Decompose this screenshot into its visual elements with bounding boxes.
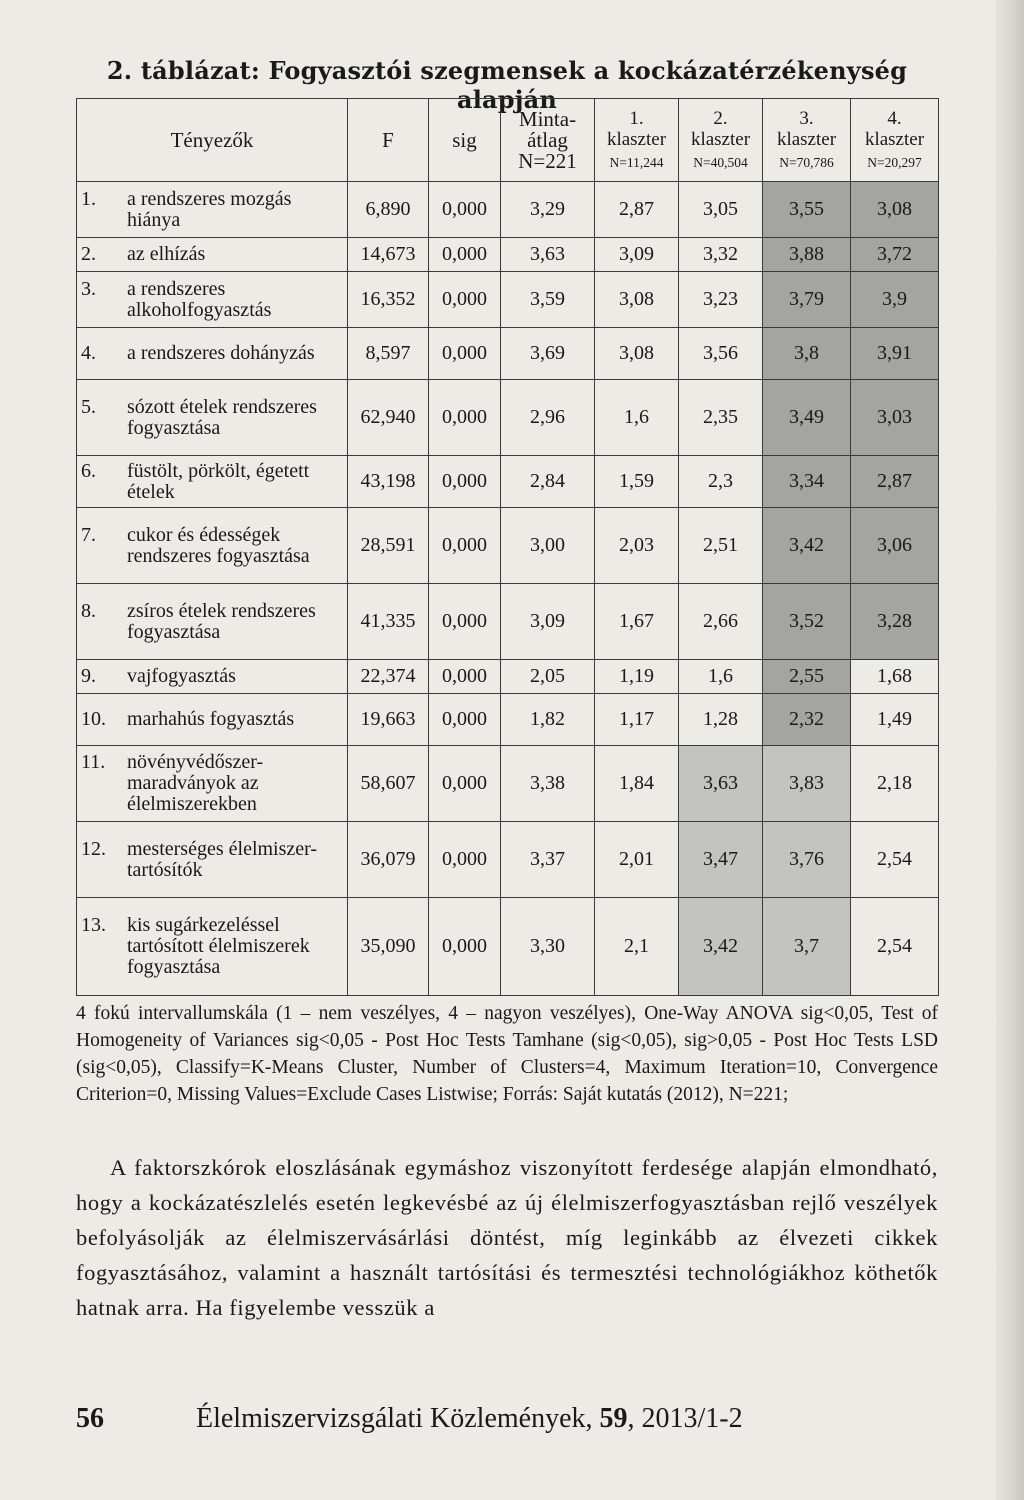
cell-sig: 0,000: [429, 694, 501, 746]
cell-c1: 1,6: [595, 380, 679, 456]
factor-label: zsíros ételek rendszeres fogyasztása: [127, 599, 316, 643]
cell-sig: 0,000: [429, 272, 501, 328]
factor-number: 8.: [81, 599, 96, 622]
cell-sig: 0,000: [429, 456, 501, 508]
cell-f: 6,890: [348, 182, 429, 238]
cell-c4: 3,08: [851, 182, 939, 238]
cell-sig: 0,000: [429, 238, 501, 272]
cell-mean: 2,96: [501, 380, 595, 456]
factor-label: a rendszeres dohányzás: [127, 342, 315, 364]
journal-issue: , 2013/1-2: [627, 1403, 743, 1434]
factor-label: a rendszeres mozgás hiánya: [127, 187, 292, 231]
table-row: [77, 508, 939, 584]
cell-c1: 3,08: [595, 328, 679, 380]
table-row: [77, 272, 939, 328]
cell-mean: 3,00: [501, 508, 595, 584]
header-f: F: [348, 99, 429, 182]
factor-label: vajfogyasztás: [127, 665, 236, 687]
cell-f: 35,090: [348, 898, 429, 996]
factor-number: 5.: [81, 395, 96, 418]
cell-f: 62,940: [348, 380, 429, 456]
table-row: [77, 328, 939, 380]
table-row: [77, 584, 939, 660]
cell-c1: 1,59: [595, 456, 679, 508]
factor-number: 13.: [81, 914, 106, 936]
page-number: 56: [76, 1403, 104, 1434]
factor-number: 1.: [81, 187, 96, 210]
header-cluster-4-label: klaszter: [864, 128, 925, 150]
cell-mean: 3,63: [501, 238, 595, 272]
factor-number: 12.: [81, 837, 106, 860]
table-caption: 2. táblázat: Fogyasztói szegmensek a kockázatérzékenység alapján: [106, 56, 908, 114]
cell-c2: 2,35: [679, 380, 763, 456]
cell-c2: 1,6: [679, 660, 763, 694]
cell-c4: 3,28: [851, 584, 939, 660]
cell-c4: 2,54: [851, 822, 939, 898]
cell-c2: 3,56: [679, 328, 763, 380]
factor-cell: [77, 694, 348, 746]
factor-label: füstölt, pörkölt, égetett ételek: [127, 459, 310, 503]
factor-cell: [77, 746, 348, 822]
cell-c4: 3,91: [851, 328, 939, 380]
header-cluster-3-n: N=70,786: [779, 154, 834, 170]
cell-c1: 2,87: [595, 182, 679, 238]
table-row: [77, 380, 939, 456]
cell-c3: 2,32: [763, 694, 851, 746]
header-cluster-1: [595, 99, 679, 182]
factor-number: 11.: [81, 751, 106, 773]
header-mean-line1: Minta-: [518, 106, 577, 131]
cell-c4: 3,72: [851, 238, 939, 272]
results-table: [76, 98, 939, 996]
body-paragraph: A faktorszkórok eloszlásának egymáshoz viszonyított ferdesége alapján elmondható, hogy a kockázatészlelés esetén legkevésbé az új élelmiszerfogyasztásban rejlő veszélyek befolyásolják az élelmiszervásárlási döntést, míg leginkább az élvezeti cikkek fogyasztásához, valamint a használt tartósítási és termesztési technológiákhoz köthetők hatnak arra. Ha figyelembe vesszük a: [76, 1155, 938, 1320]
cell-c1: 1,84: [595, 746, 679, 822]
header-sig: sig: [429, 99, 501, 182]
factor-cell: [77, 660, 348, 694]
cell-sig: 0,000: [429, 822, 501, 898]
cell-c1: 1,67: [595, 584, 679, 660]
table-row: [77, 238, 939, 272]
cell-c2: 2,51: [679, 508, 763, 584]
cell-c1: 3,09: [595, 238, 679, 272]
cell-c3: 3,7: [763, 898, 851, 996]
cell-sig: 0,000: [429, 660, 501, 694]
header-cluster-2-n: N=40,504: [693, 154, 748, 170]
header-cluster-2-number: 2.: [713, 107, 728, 129]
cell-sig: 0,000: [429, 746, 501, 822]
cell-c2: 3,47: [679, 822, 763, 898]
cell-f: 14,673: [348, 238, 429, 272]
table-header-row: [77, 99, 939, 182]
factor-cell: [77, 456, 348, 508]
cell-c2: 3,05: [679, 182, 763, 238]
cell-mean: 3,38: [501, 746, 595, 822]
cell-mean: 3,59: [501, 272, 595, 328]
header-sample-mean: [501, 99, 595, 182]
factor-label: cukor és édességek rendszeres fogyasztása: [127, 523, 310, 567]
cell-c1: 1,17: [595, 694, 679, 746]
cell-f: 22,374: [348, 660, 429, 694]
factor-cell: [77, 584, 348, 660]
header-cluster-4-number: 4.: [887, 107, 902, 129]
header-cluster-2-label: klaszter: [690, 128, 751, 150]
cell-c3: 3,49: [763, 380, 851, 456]
table-row: [77, 660, 939, 694]
table-footnote: 4 fokú intervallumskála (1 – nem veszélyes, 4 – nagyon veszélyes), One-Way ANOVA sig<0,05, Test of Homogeneity of Variances sig<0,05 - Post Hoc Tests Tamhane (sig<0,05), sig>0,05 - Post Hoc Tests LSD (sig<0,05), Classify=K-Means Cluster, Number of Clusters=4, Maximum Iteration=10, Convergence Criterion=0, Missing Values=Exclude Cases Listwise; Forrás: Saját kutatás (2012), N=221;: [76, 1003, 938, 1105]
cell-sig: 0,000: [429, 182, 501, 238]
header-cluster-3-label: klaszter: [776, 128, 837, 150]
cell-f: 16,352: [348, 272, 429, 328]
cell-c4: 1,49: [851, 694, 939, 746]
header-cluster-3-number: 3.: [799, 107, 814, 129]
cell-c2: 3,42: [679, 898, 763, 996]
header-cluster-4: [851, 99, 939, 182]
cell-f: 28,591: [348, 508, 429, 584]
factor-cell: [77, 380, 348, 456]
cell-f: 19,663: [348, 694, 429, 746]
table-row: [77, 456, 939, 508]
cell-c4: 3,9: [851, 272, 939, 328]
cell-c2: 3,32: [679, 238, 763, 272]
factor-cell: [77, 238, 348, 272]
cell-c4: 1,68: [851, 660, 939, 694]
factor-label: kis sugárkezeléssel tartósított élelmiszerek fogyasztása: [127, 914, 310, 978]
cell-sig: 0,000: [429, 584, 501, 660]
factor-label: növényvédőszer-maradványok az élelmiszerekben: [127, 751, 264, 815]
factor-label: a rendszeres alkoholfogyasztás: [127, 277, 272, 321]
journal-footer: [196, 1403, 743, 1435]
header-factors: Tényezők: [77, 99, 348, 182]
header-mean-line2: átlag: [527, 127, 568, 152]
factor-number: 6.: [81, 459, 96, 482]
table-row: [77, 694, 939, 746]
cell-sig: 0,000: [429, 380, 501, 456]
cell-mean: 3,37: [501, 822, 595, 898]
factor-cell: [77, 508, 348, 584]
cell-mean: 2,84: [501, 456, 595, 508]
cell-c4: 2,87: [851, 456, 939, 508]
cell-mean: 3,30: [501, 898, 595, 996]
cell-mean: 3,69: [501, 328, 595, 380]
cell-c1: 2,01: [595, 822, 679, 898]
factor-cell: [77, 822, 348, 898]
factor-number: 3.: [81, 277, 96, 300]
table-body: [77, 182, 939, 996]
factor-number: 9.: [81, 665, 96, 687]
factor-number: 10.: [81, 708, 106, 730]
cell-c4: 3,03: [851, 380, 939, 456]
cell-mean: 1,82: [501, 694, 595, 746]
cell-c3: 3,83: [763, 746, 851, 822]
cell-c4: 3,06: [851, 508, 939, 584]
cell-c3: 3,88: [763, 238, 851, 272]
cell-f: 43,198: [348, 456, 429, 508]
cell-mean: 2,05: [501, 660, 595, 694]
cell-c2: 2,66: [679, 584, 763, 660]
page-edge: [996, 0, 1024, 1500]
cell-f: 36,079: [348, 822, 429, 898]
cell-mean: 3,29: [501, 182, 595, 238]
cell-c1: 1,19: [595, 660, 679, 694]
factor-number: 4.: [81, 342, 96, 364]
header-mean-line3: N=221: [518, 148, 577, 173]
journal-name: Élelmiszervizsgálati Közlemények,: [196, 1403, 600, 1434]
cell-c3: 2,55: [763, 660, 851, 694]
cell-c3: 3,34: [763, 456, 851, 508]
cell-c3: 3,8: [763, 328, 851, 380]
cell-f: 58,607: [348, 746, 429, 822]
table-row: [77, 182, 939, 238]
factor-label: az elhízás: [127, 243, 206, 265]
cell-c1: 3,08: [595, 272, 679, 328]
cell-c2: 3,63: [679, 746, 763, 822]
header-cluster-1-label: klaszter: [606, 128, 667, 150]
factor-cell: [77, 898, 348, 996]
header-cluster-1-n: N=11,244: [609, 154, 664, 170]
cell-c3: 3,55: [763, 182, 851, 238]
cell-sig: 0,000: [429, 898, 501, 996]
factor-cell: [77, 272, 348, 328]
cell-f: 41,335: [348, 584, 429, 660]
cell-c3: 3,42: [763, 508, 851, 584]
cell-c4: 2,18: [851, 746, 939, 822]
cell-c3: 3,79: [763, 272, 851, 328]
cell-sig: 0,000: [429, 508, 501, 584]
cell-sig: 0,000: [429, 328, 501, 380]
factor-cell: [77, 328, 348, 380]
header-cluster-2: [679, 99, 763, 182]
cell-c1: 2,03: [595, 508, 679, 584]
factor-number: 7.: [81, 523, 96, 546]
header-cluster-1-number: 1.: [629, 107, 644, 129]
cell-c2: 3,23: [679, 272, 763, 328]
cell-c3: 3,76: [763, 822, 851, 898]
table-row: [77, 898, 939, 996]
cell-f: 8,597: [348, 328, 429, 380]
cell-c2: 2,3: [679, 456, 763, 508]
factor-label: sózott ételek rendszeres fogyasztása: [127, 395, 317, 439]
table-row: [77, 746, 939, 822]
journal-volume: 59: [599, 1403, 628, 1434]
cell-c3: 3,52: [763, 584, 851, 660]
factor-cell: [77, 182, 348, 238]
factor-label: mesterséges élelmiszer-tartósítók: [127, 837, 318, 881]
cell-c1: 2,1: [595, 898, 679, 996]
table-row: [77, 822, 939, 898]
cell-c2: 1,28: [679, 694, 763, 746]
cell-c4: 2,54: [851, 898, 939, 996]
factor-label: marhahús fogyasztás: [127, 708, 295, 730]
factor-number: 2.: [81, 243, 96, 265]
header-cluster-4-n: N=20,297: [867, 154, 922, 170]
cell-mean: 3,09: [501, 584, 595, 660]
header-cluster-3: [763, 99, 851, 182]
